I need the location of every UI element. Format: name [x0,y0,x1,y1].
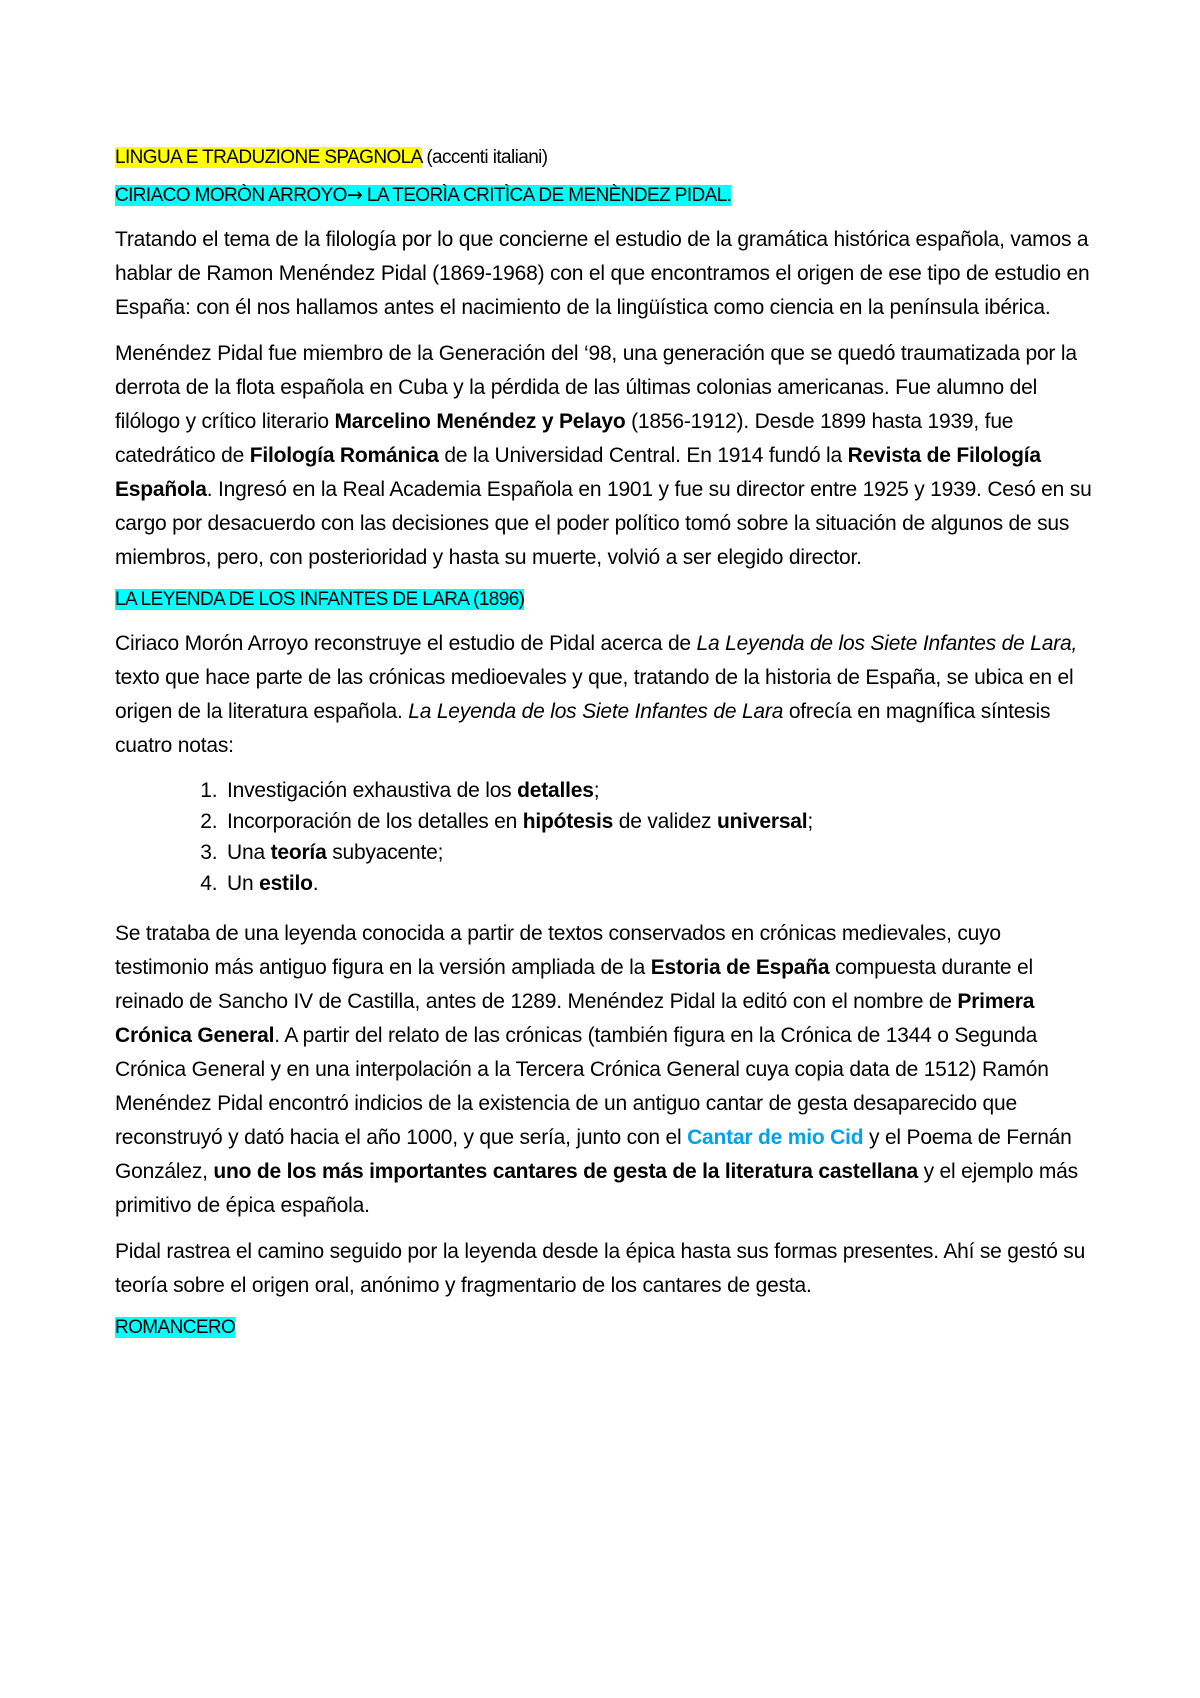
text-run: (1856-1912). Desde 1899 hasta 1939, fue catedrático de [115,410,1014,467]
section-heading-romancero [115,1315,1095,1341]
arrow-right-icon: → [346,184,363,206]
bold-run: universal [717,810,808,833]
bold-run: hipótesis [522,810,614,833]
title-rest: (accenti italiani) [421,147,548,168]
text-run: Una [227,841,271,864]
bold-run: Filología Románica [249,444,439,467]
bold-run: Estoria de España [650,956,830,979]
text-run: . Ingresó en la Real Academia Española en 1901 y fue su director entre 1925 y 1939. Cesó en su cargo por desacuerdo con las decisiones que el poder político tomó sobre la situación de algunos de sus miembros, pero, con posterioridad y hasta su muerte, volvió a ser elegido director. [115,478,1092,569]
paragraph-leyenda [115,627,1095,763]
text-run: Se trataba de una leyenda conocida a partir de textos conservados en crónicas medievales, cuyo testimonio más antiguo figura en la versión ampliada de la [115,922,1001,979]
title-highlight: LINGUA E TRADUZIONE SPAGNOLA [115,147,422,168]
bold-run: uno de los más importantes cantares de gesta de la literatura castellana [213,1160,918,1183]
list-item [223,868,1095,899]
text-run: ; [807,810,814,833]
text-run: . [312,872,319,895]
text-run: y el Poema de Fernán González, [115,1126,1072,1183]
subtitle-right: LA TEORÌA CRITÌCA DE MENÈNDEZ PIDAL. [362,185,732,206]
text-run: Un [227,872,260,895]
list-item [223,837,1095,868]
paragraph-biography [115,337,1095,575]
subtitle-highlight [115,185,731,206]
paragraph-cronicas [115,917,1095,1223]
text-run: . A partir del relato de las crónicas (también figura en la Crónica de 1344 o Segunda Crónica General y en una interpolación a la Tercera Crónica General cuya copia data de 1512) Ramón Menéndez Pidal encontró indicios de la existencia de un antiguo cantar de gesta desaparecido que reconstruyó y dató hacia el año 1000, y que sería, junto con el [115,1024,1049,1149]
italic-run: La Leyenda de los Siete Infantes de Lara [408,700,784,723]
bold-run: Marcelino Menéndez y Pelayo [334,410,626,433]
document-page [115,145,1095,1352]
text-run: de validez [613,810,717,833]
subtitle-left: CIRIACO MORÒN ARROYO [115,185,347,206]
paragraph-teoria: Pidal rastrea el camino seguido por la leyenda desde la épica hasta sus formas presentes. Ahí se gestó su teoría sobre el origen oral, anónimo y fragmentario de los cantares de gesta. [115,1240,1086,1297]
bold-run: teoría [270,841,327,864]
text-run: ; [593,779,600,802]
list-item [223,806,1095,837]
bold-run: estilo [259,872,313,895]
italic-run: La Leyenda de los Siete Infantes de Lara, [696,632,1078,655]
bold-run: Primera Crónica General [115,990,1035,1047]
text-run: texto que hace parte de las crónicas medioevales y que, tratando de la historia de España, se ubica en el origen de la literatura española. [115,666,1074,723]
section-heading-leyenda [115,587,1095,613]
notes-list [115,775,1095,899]
text-run: Investigación exhaustiva de los [227,779,518,802]
text-run: Incorporación de los detalles en [227,810,523,833]
text-run: Ciriaco Morón Arroyo reconstruye el estudio de Pidal acerca de [115,632,697,655]
document-subtitle [115,182,1095,209]
paragraph-intro: Tratando el tema de la filología por lo que concierne el estudio de la gramática histórica española, vamos a hablar de Ramon Menéndez Pidal (1869-1968) con el que encontramos el origen de ese tipo de estudio en España: con él nos hallamos antes el nacimiento de la lingüística como ciencia en la península ibérica. [115,228,1090,319]
bold-run: Revista de Filología Española [115,444,1041,501]
text-run: subyacente; [326,841,444,864]
text-run: Menéndez Pidal fue miembro de la Generación del ‘98, una generación que se quedó traumatizada por la derrota de la flota española en Cuba y la pérdida de las últimas colonias americanas. Fue alumno del filólogo y crítico literario [115,342,1077,433]
text-run: compuesta durante el reinado de Sancho IV de Castilla, antes de 1289. Menéndez Pidal la editó con el nombre de [115,956,1033,1013]
text-run: de la Universidad Central. En 1914 fundó la [438,444,848,467]
section-leyenda-highlight: LA LEYENDA DE LOS INFANTES DE LARA (1896) [115,589,525,610]
text-run: ofrecía en magnífica síntesis cuatro notas: [115,700,1051,757]
text-run: y el ejemplo más primitivo de épica española. [115,1160,1078,1217]
cantar-mio-cid-link[interactable]: Cantar de mio Cid [687,1126,864,1149]
bold-run: detalles [517,779,594,802]
document-title [115,145,1095,171]
section-romancero-highlight: ROMANCERO [115,1317,236,1338]
list-item [223,775,1095,806]
